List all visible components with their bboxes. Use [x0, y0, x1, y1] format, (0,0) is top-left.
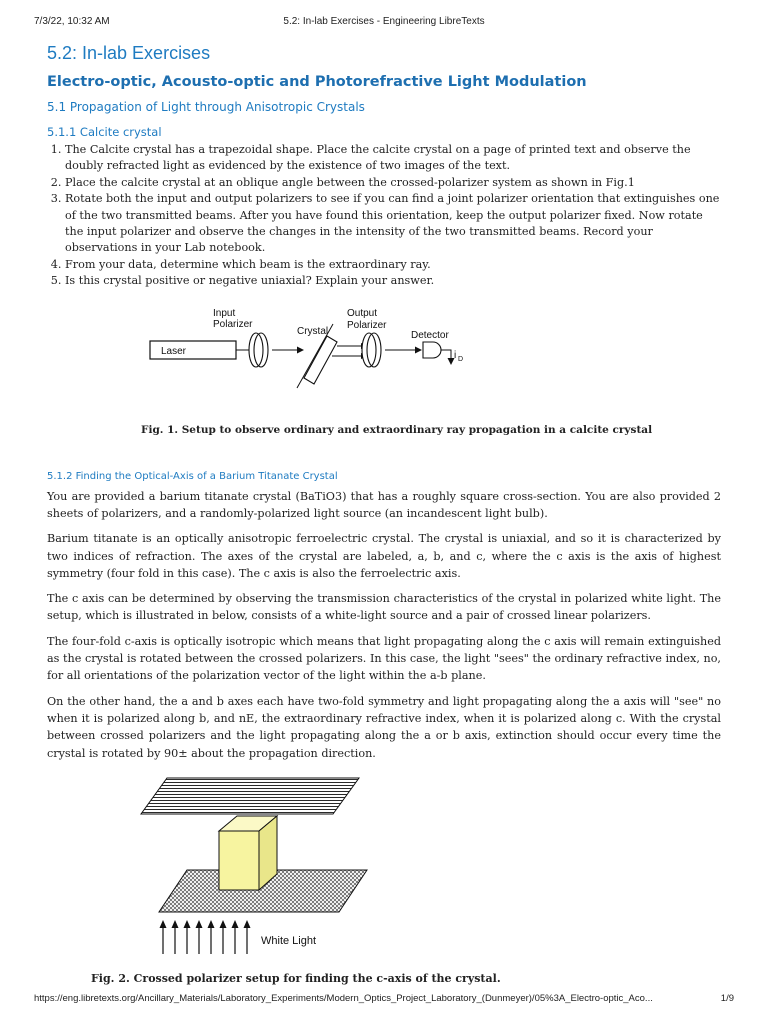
figure-1-caption: Fig. 1. Setup to observe ordinary and extraordinary ray propagation in a calcite crystal [141, 423, 653, 436]
output-polarizer-label: Polarizer [347, 319, 387, 331]
page-number: 1/9 [720, 993, 734, 1004]
input-label: Input [213, 307, 236, 319]
list-item: 4. From your data, determine which beam is the extraordinary ray. [65, 257, 721, 273]
list-item: 5. Is this crystal positive or negative uniaxial? Explain your answer. [65, 273, 721, 289]
article-content [47, 40, 721, 998]
paragraph: On the other hand, the a and b axes each have two-fold symmetry and light propagating along the a axis will "see" no when it is polarized along b, and nE, the extraordinary refractive index, when it is polarized along c. With the crystal between crossed polarizers and the light propagating along the a or b axis, extinction should occur every time the crystal is rotated by 90± about the propagation direction. [47, 694, 721, 760]
detector-label: Detector [411, 329, 449, 341]
calcite-steps-list [47, 142, 721, 290]
laser-label: Laser [161, 345, 187, 357]
current-label: i [454, 349, 457, 361]
detector [423, 342, 441, 358]
calcite-crystal [304, 336, 337, 384]
list-item: 2. Place the calcite crystal at an oblique angle between the crossed-polarizer system as shown in Fig.1 [65, 175, 721, 191]
print-footer [34, 993, 734, 1007]
figure-2-caption: Fig. 2. Crossed polarizer setup for finding the c-axis of the crystal. [91, 971, 501, 985]
list-item: 3. Rotate both the input and output polarizers to see if you can find a joint polarizer orientation that extinguishes one of the two transmitted beams. After you have found this orientation, keep the output polarizer fixed. Now rotate the input polarizer and observe the changes in the intensity of the two transmitted beams. Record your observations in your Lab notebook. [65, 191, 721, 257]
subsection-calcite-heading: 5.1.1 Calcite crystal [47, 125, 162, 139]
beam-arrow [415, 346, 422, 353]
input-polarizer-label: Polarizer [213, 318, 253, 330]
crystal-label: Crystal [297, 325, 329, 337]
calcite-setup-diagram [147, 306, 487, 416]
page-title: 5.2: In-lab Exercises [47, 43, 211, 63]
paragraph: Barium titanate is an optically anisotropic ferroelectric crystal. The crystal is uniaxial, and so it is characterized by two indices of refraction. The axes of the crystal are labeled, a, b, and c, where the c axis is the axis of highest symmetry (four fold in this case). The c axis is also the ferroelectric axis. [47, 532, 721, 580]
paragraph: The c axis can be determined by observing the transmission characteristics of the crystal in polarized white light. The setup, which is illustrated in below, consists of a white-light source and a pair of crossed linear polarizers. [47, 592, 721, 623]
print-header [34, 16, 734, 30]
figure-1 [47, 306, 721, 456]
current-subscript: D [458, 355, 464, 363]
list-item: 1. The Calcite crystal has a trapezoidal shape. Place the calcite crystal on a page of printed text and observe the doubly refracted light as evidenced by the existence of two images of the text. [65, 142, 721, 175]
section-heading: 5.1 Propagation of Light through Anisotropic Crystals [47, 100, 365, 114]
print-url[interactable]: https://eng.libretexts.org/Ancillary_Materials/Laboratory_Experiments/Modern_Optics_Project_Laboratory_(Dunmeyer)/05%3A_Electro-optic_Aco... [34, 993, 653, 1004]
paragraph: You are provided a barium titanate crystal (BaTiO3) that has a roughly square cross-section. You are also provided 2 sheets of polarizers, and a randomly-polarized light source (an incandescent light bulb). [47, 489, 721, 520]
print-datetime: 7/3/22, 10:32 AM [34, 16, 110, 27]
page-subtitle: Electro-optic, Acousto-optic and Photorefractive Light Modulation [47, 74, 587, 90]
print-page-title: 5.2: In-lab Exercises - Engineering LibreTexts [283, 16, 485, 27]
output-label: Output [347, 307, 378, 319]
paragraph: The four-fold c-axis is optically isotropic which means that light propagating along the c axis will remain extinguished as the crystal is rotated between the crossed polarizers. In this case, the light "sees" the ordinary refractive index, no, for all orientations of the polarization vector of the light within the a-b plane. [47, 634, 721, 683]
white-light-label: White Light [261, 934, 317, 947]
beam-arrow [297, 346, 304, 353]
figure-2 [47, 776, 721, 998]
top-polarizer [141, 778, 359, 814]
crystal-front-face [219, 831, 259, 890]
white-light-arrows [160, 920, 251, 954]
crossed-polarizer-diagram [127, 776, 387, 966]
subsection-batio3-heading: 5.1.2 Finding the Optical-Axis of a Barium Titanate Crystal [47, 470, 338, 482]
